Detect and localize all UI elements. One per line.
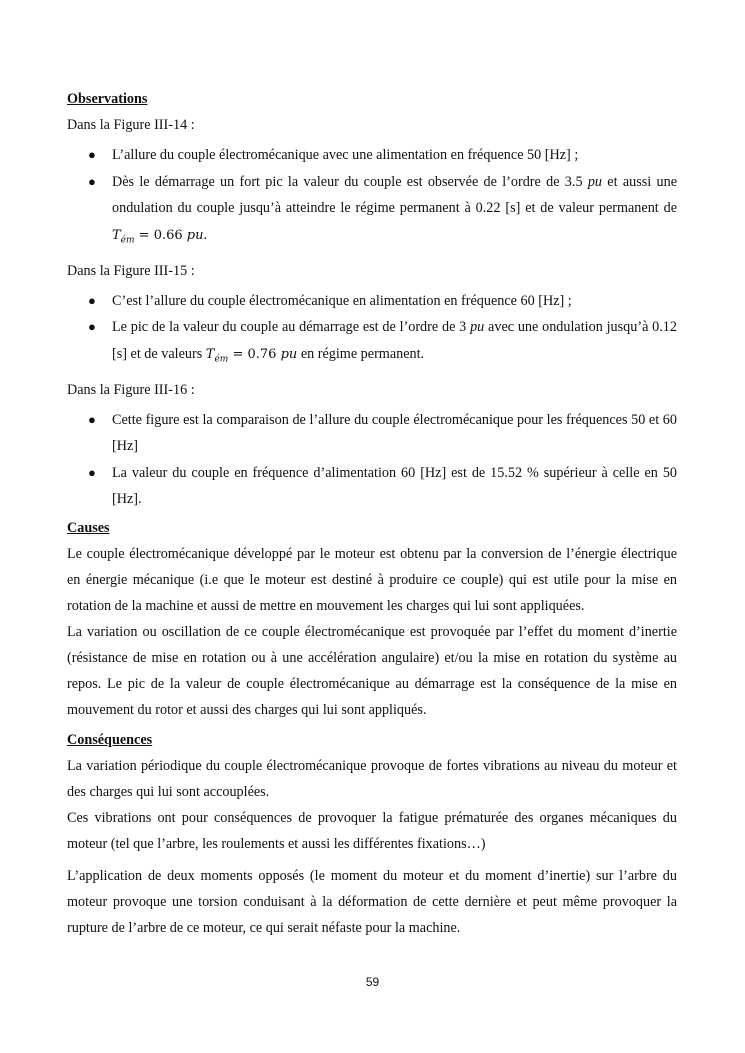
bullet-icon: ● [88, 411, 96, 427]
bullet-text: Le pic de la valeur du couple au démarrage est de l’ordre de 3 [112, 319, 471, 336]
observations-heading: Observations [67, 91, 148, 107]
bullet-text: et aussi une ondulation du couple jusqu’à atteindre le régime permanent à 0.22 [s] et de valeur permanent de [112, 173, 677, 216]
list-item [67, 142, 677, 169]
list-item [67, 460, 677, 513]
bullet-icon: ● [88, 464, 96, 480]
bullet-text: L’allure du couple électromécanique avec une alimentation en fréquence 50 [Hz] ; [112, 147, 579, 163]
bullet-text: Cette figure est la comparaison de l’allure du couple électromécanique pour les fréquences 50 et 60 [Hz] [112, 411, 677, 455]
fig15-bullet-list [67, 288, 677, 373]
torque-symbol: $T_{ém}$ [205, 346, 229, 365]
torque-value: = 0.66 [134, 227, 187, 243]
bullet-text: avec une ondulation jusqu’à 0.12 [s] et de valeurs [112, 319, 677, 362]
bullet-text: Dès le démarrage un fort pic la valeur du couple est observée de l’ordre de 3.5 [112, 173, 588, 190]
fig14-bullet-list [67, 142, 677, 254]
unit-pu: pu [280, 346, 298, 362]
unit-pu: pu [470, 319, 485, 336]
bullet-text: en régime permanent. [297, 345, 425, 362]
causes-paragraph: Le couple électromécanique développé par le moteur est obtenu par la conversion de l’énergie électrique en énergie mécanique (i.e que le moteur est destiné à produire ce couple) qui est utile pour la mise en rotation de la machine et aussi de mettre en mouvement les charges qui lui sont appliquées. [67, 545, 677, 614]
fig14-intro: Dans la Figure III-14 : [67, 117, 195, 133]
list-item [67, 288, 677, 315]
fig16-bullet-list [67, 407, 677, 513]
bullet-icon: ● [88, 173, 96, 189]
unit-pu: pu [587, 173, 603, 190]
bullet-text: . [203, 226, 208, 243]
document-page [67, 88, 677, 941]
bullet-text: La valeur du couple en fréquence d’alimentation 60 [Hz] est de 15.52 % supérieur à celle en 50 [Hz]. [112, 464, 677, 508]
torque-symbol: $T_{ém}$ [112, 227, 135, 246]
consequences-paragraph: L’application de deux moments opposés (le moment du moteur et du moment d’inertie) sur l’arbre du moteur provoque une torsion conduisant à la déformation de cette dernière et peut même provoquer la rupture de l’arbre de ce moteur, ce qui serait néfaste pour la machine. [67, 867, 677, 936]
unit-pu: pu [186, 227, 204, 243]
consequences-paragraph: La variation périodique du couple électromécanique provoque de fortes vibrations au niveau du moteur et des charges qui lui sont accouplées. [67, 757, 677, 800]
fig15-intro: Dans la Figure III-15 : [67, 262, 195, 279]
page-number: 59 [365, 975, 380, 989]
list-item [67, 314, 677, 373]
consequences-heading: Conséquences [67, 731, 153, 748]
list-item [67, 169, 677, 254]
list-item [67, 407, 677, 460]
consequences-paragraph: Ces vibrations ont pour conséquences de provoquer la fatigue prématurée des organes mécaniques du moteur (tel que l’arbre, les roulements et aussi les différentes fixations…) [67, 809, 677, 852]
bullet-icon: ● [88, 147, 96, 162]
fig16-intro: Dans la Figure III-16 : [67, 381, 195, 398]
bullet-icon: ● [88, 292, 96, 308]
causes-paragraph: La variation ou oscillation de ce couple électromécanique est provoquée par l’effet du moment d’inertie (résistance de mise en rotation ou à une accélération angulaire) et/ou la mise en rotation du système au repos. Le pic de la valeur de couple électromécanique au démarrage est la conséquence de la mise en mouvement du rotor et aussi des charges qui lui sont appliqués. [67, 623, 677, 718]
bullet-icon: ● [88, 319, 96, 335]
torque-value: = 0.76 [228, 346, 281, 362]
causes-heading: Causes [67, 519, 110, 536]
bullet-text: C’est l’allure du couple électromécanique en alimentation en fréquence 60 [Hz] ; [112, 292, 572, 309]
